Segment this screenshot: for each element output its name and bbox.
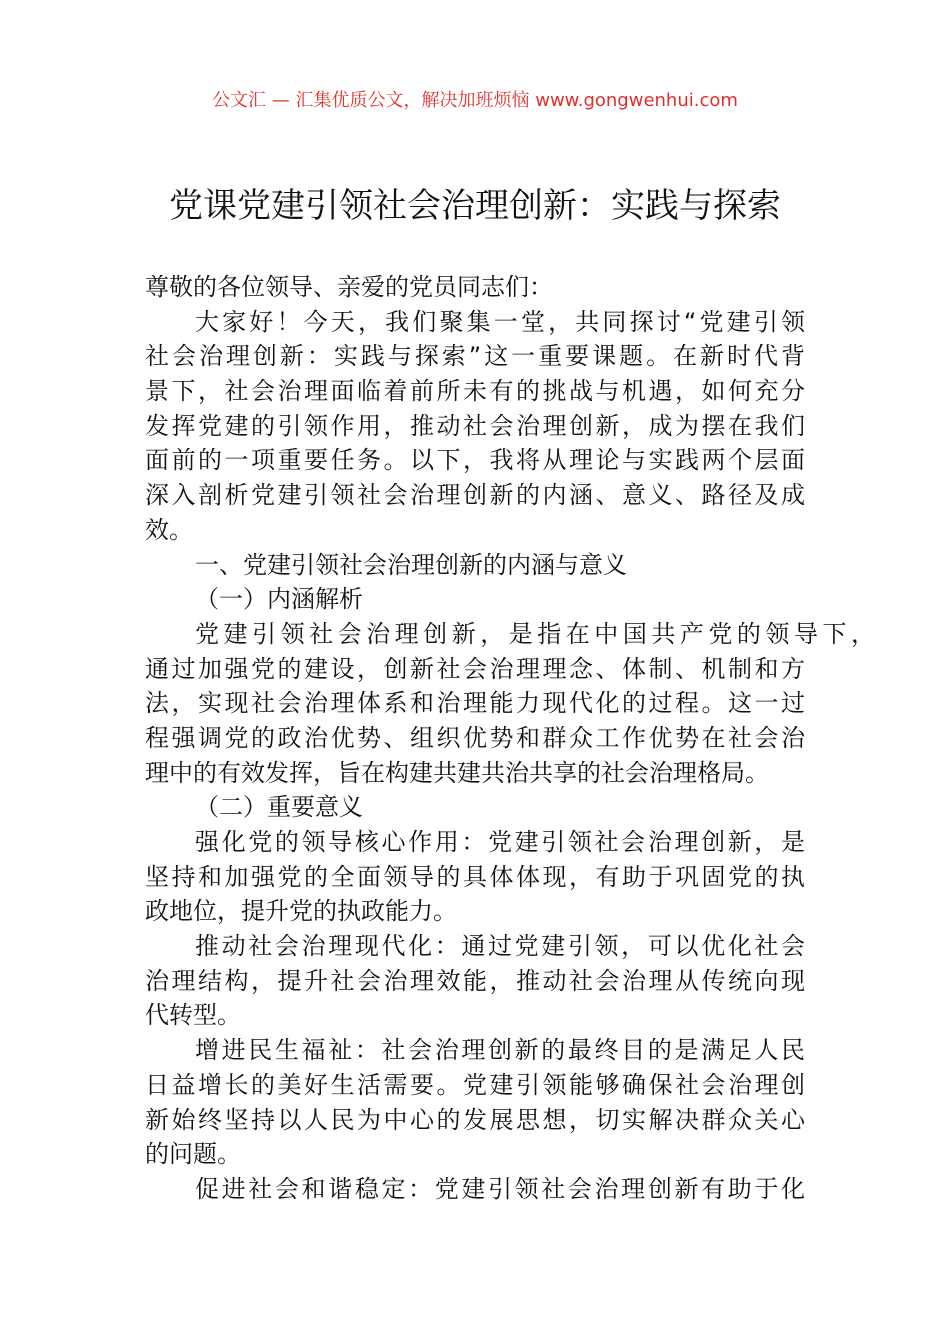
text-line: 推动社会治理现代化：通过党建引领，可以优化社会 [195, 932, 805, 961]
text-line: 一、党建引领社会治理创新的内涵与意义 [195, 550, 627, 579]
text-line: 的问题。 [145, 1140, 241, 1169]
text-line: （二）重要意义 [195, 793, 363, 822]
text-line: 程强调党的政治优势、组织优势和群众工作优势在社会治 [145, 723, 805, 752]
text-line: 法，实现社会治理体系和治理能力现代化的过程。这一过 [145, 689, 805, 718]
text-line: 深入剖析党建引领社会治理创新的内涵、意义、路径及成 [145, 481, 805, 510]
text-line: 社会治理创新：实践与探索”这一重要课题。在新时代背 [145, 342, 805, 371]
text-line: 增进民生福祉：社会治理创新的最终目的是满足人民 [195, 1036, 805, 1065]
text-line: 景下，社会治理面临着前所未有的挑战与机遇，如何充分 [145, 377, 805, 406]
document-title: 党课党建引领社会治理创新：实践与探索 [169, 186, 781, 226]
text-line: 政地位，提升党的执政能力。 [145, 897, 457, 926]
text-line: 通过加强党的建设，创新社会治理理念、体制、机制和方 [145, 654, 805, 683]
text-line: 发挥党建的引领作用，推动社会治理创新，成为摆在我们 [145, 411, 805, 440]
text-line: 代转型。 [145, 1001, 241, 1030]
text-line: 新始终坚持以人民为中心的发展思想，切实解决群众关心 [145, 1105, 805, 1134]
text-line: 促进社会和谐稳定：党建引领社会治理创新有助于化 [195, 1174, 805, 1203]
text-line: 日益增长的美好生活需要。党建引领能够确保社会治理创 [145, 1070, 805, 1099]
site-banner: 公文汇 — 汇集优质公文，解决加班烦恼 www.gongwenhui.com [212, 90, 738, 111]
text-line: 强化党的领导核心作用：党建引领社会治理创新，是 [195, 828, 805, 856]
text-line: 大家好！今天，我们聚集一堂，共同探讨“党建引领 [195, 307, 805, 336]
text-line: 党建引领社会治理创新，是指在中国共产党的领导下， [195, 619, 875, 648]
text-line: 治理结构，提升社会治理效能，推动社会治理从传统向现 [145, 966, 805, 995]
text-line: （一）内涵解析 [195, 585, 363, 614]
text-line: 理中的有效发挥，旨在构建共建共治共享的社会治理格局。 [145, 758, 769, 787]
text-line: 效。 [145, 515, 193, 544]
text-line: 尊敬的各位领导、亲爱的党员同志们： [145, 273, 553, 301]
text-line: 面前的一项重要任务。以下，我将从理论与实践两个层面 [145, 446, 805, 475]
text-line: 坚持和加强党的全面领导的具体体现，有助于巩固党的执 [145, 862, 805, 891]
document-body [145, 270, 875, 1207]
